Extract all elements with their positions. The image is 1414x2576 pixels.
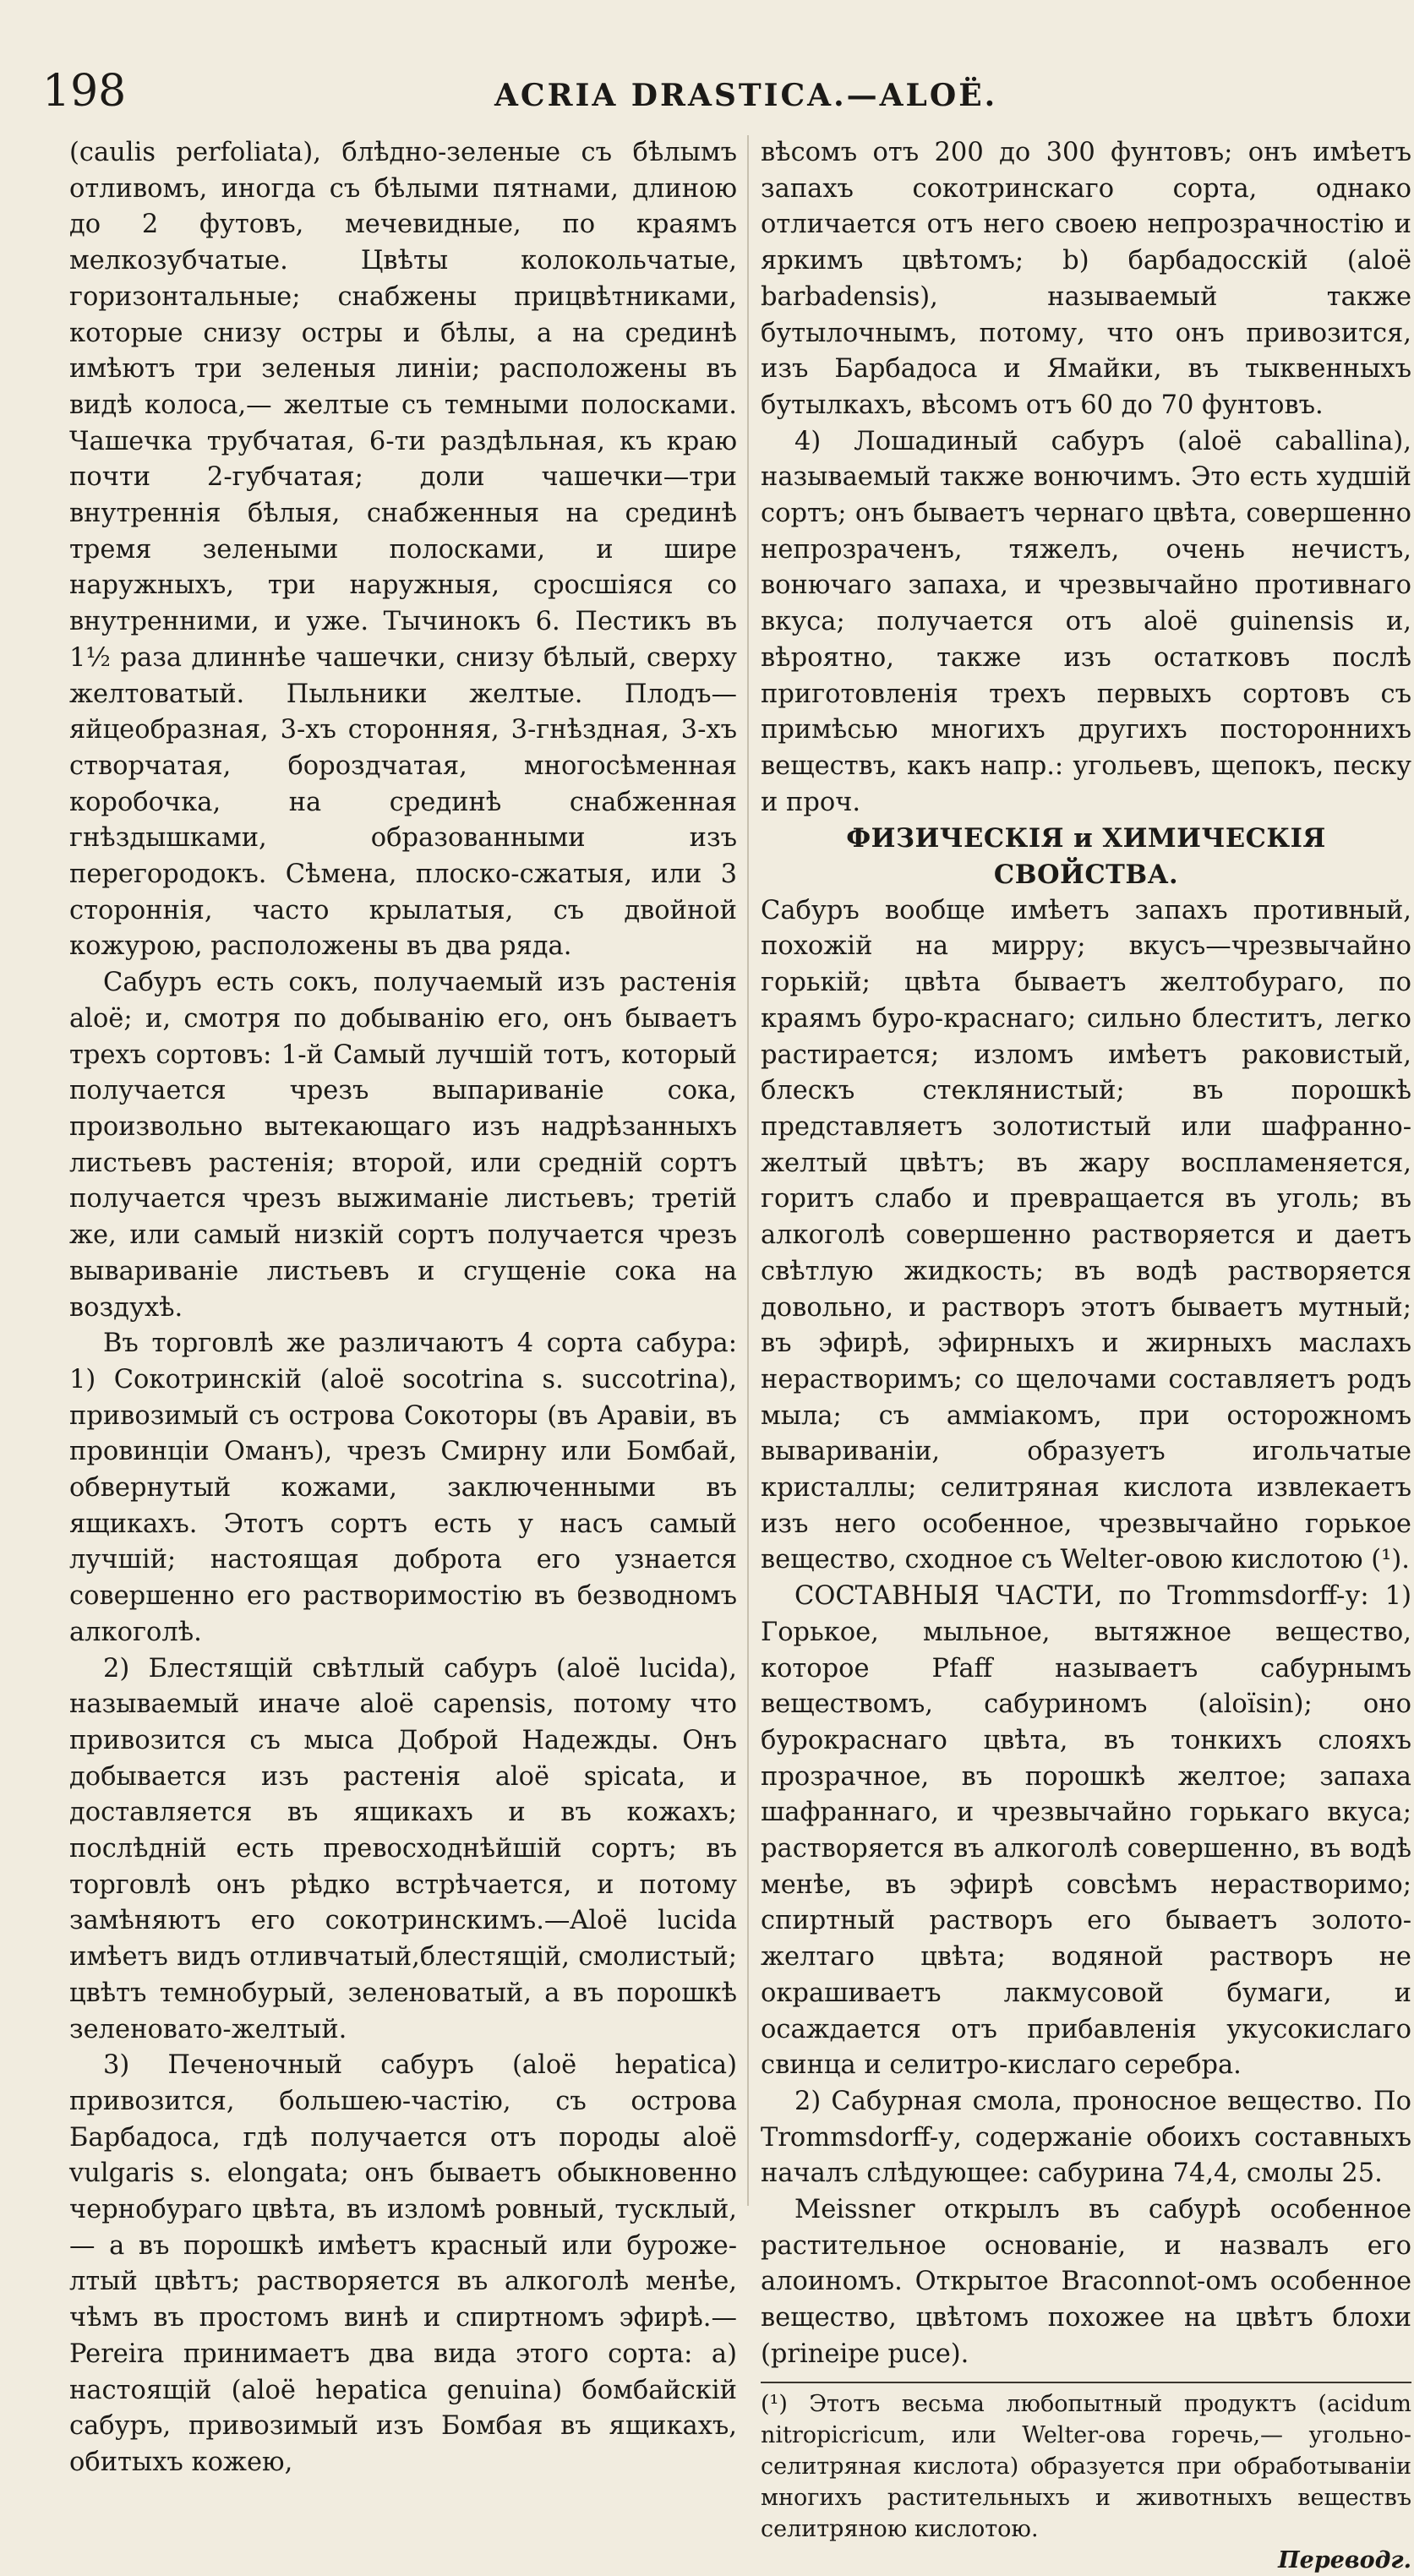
paragraph: 4) Лошадиный сабуръ (aloë caballina), называемый также вонючимъ. Это есть худшій сортъ; онъ бываетъ чернаго цвѣта, совершенно непрозраченъ, тяжелъ, очень нечистъ, вонючаго запаха, и чрезвычайно противнаго вкуса; получается отъ aloë guinensis и, вѣроятно, также изъ остатковъ послѣ приготовленія трехъ первыхъ сортовъ съ примѣсью многихъ другихъ постороннихъ веществъ, какъ напр.: угольевъ, щепокъ, песку и проч. [761, 426, 1411, 817]
footnote-signature: Переводг. [1278, 2546, 1411, 2573]
paragraph: 2) Сабурная смола, проносное вещество. По Trommsdorff-у, содержаніе обоихъ составныхъ началъ слѣдующее: сабурина 74,4, смолы 25. [761, 2086, 1411, 2189]
page-header [42, 66, 1361, 125]
paragraph: Сабуръ вообще имѣетъ запахъ противный, похожій на мирру; вкусъ—чрезвычайно горькій; цвѣта бываетъ желтобураго, по краямъ буро-краснаго; сильно блеститъ, легко растирается; изломъ имѣетъ раковистый, блескъ стеклянистый; въ порошкѣ представляетъ золотистый или шафранно-желтый цвѣтъ; въ жару воспламеняется, горитъ слабо и превращается въ уголь; въ алкоголѣ совершенно растворяется и даетъ свѣтлую жидкость; въ водѣ растворяется довольно, и растворъ этотъ бываетъ мутный; въ эфирѣ, эфирныхъ и жирныхъ маслахъ нерастворимъ; со щелочами составляетъ родъ мыла; съ аммiакомъ, при осторожномъ вывариваніи, образуетъ игольчатые кристаллы; селитряная кислота извлекаетъ изъ него особенное, чрезвычайно горькое вещество, сходное съ Welter-овою кислотою (¹). [761, 895, 1411, 1575]
paragraph: (caulis perfoliata), блѣдно-зеленые съ бѣлымъ отливомъ, иногда съ бѣлыми пятнами, длиною до 2 футовъ, мечевидные, по краямъ мелкозубчатые. Цвѣты колокольчатые, горизонтальные; снабжены прицвѣтниками, которые снизу остры и бѣлы, а на срединѣ имѣютъ три зеленыя линіи; расположены въ видѣ колоса,— желтые съ темными полосками. Чашечка трубчатая, 6-ти раздѣльная, къ краю почти 2-губчатая; доли чашечки—три внутреннія бѣлыя, снабженныя на срединѣ тремя зелеными полосками, и шире наружныхъ, три наружныя, сросшіяся со внутренними, и уже. Тычинокъ 6. Пестикъ въ 1½ раза длиннѣе чашечки, снизу бѣлый, сверху желтоватый. Пыльники желтые. Плодъ—яйцеобразная, 3-хъ сторонняя, 3-гнѣздная, 3-хъ створчатая, бороздчатая, многосѣменная коробочка, на срединѣ снабженная гнѣздышками, образованными изъ перегородокъ. Сѣмена, плоско-сжатыя, или 3 стороннія, часто крылатыя, съ двойной кожурою, расположены въ два ряда. [69, 138, 737, 962]
paragraph: СОСТАВНЫЯ ЧАСТИ, по Trommsdorff-у: 1) Горькое, мыльное, вытяжное вещество, которое Pfaff называетъ сабурнымъ веществомъ, сабуриномъ (aloïsin); оно бурокраснаго цвѣта, въ тонкихъ слояхъ прозрачное, въ порошкѣ желтое; запаха шафраннаго, и чрезвычайно горькаго вкуса; растворяется въ алкоголѣ совершенно, въ водѣ менѣе, въ эфирѣ совсѣмъ нерастворимо; спиртный растворъ его бываетъ золото-желтаго цвѣта; водяной растворъ не окрашиваетъ лакмусовой бумаги, и осаждается отъ прибавленія укусокислаго свинца и селитро-кислаго серебра. [761, 1581, 1411, 2081]
page-number: 198 [42, 66, 127, 117]
column-divider [747, 135, 749, 2206]
footnote-divider [761, 2382, 1411, 2383]
section-heading: ФИЗИЧЕСКІЯ и ХИМИЧЕСКІЯ СВОЙСТВА. [846, 823, 1326, 891]
running-title: ACRIA DRASTICA.—ALOË. [494, 78, 998, 113]
paragraph: 3) Печеночный сабуръ (aloë hepatica) привозится, большею-частію, съ острова Барбадоса, гдѣ получается отъ породы aloë vulgaris s. elongata; онъ бываетъ обыкновенно чернобураго цвѣта, въ изломѣ ровный, тусклый, — а въ порошкѣ имѣетъ красный или бурожелтый цвѣтъ; растворяется въ алкоголѣ менѣе, чѣмъ въ простомъ винѣ и спиртномъ эфирѣ.—Pereira принимаетъ два вида этого сорта: а) настоящій (aloë hepatica genuina) бомбайскій сабуръ, привозимый изъ Бомбая въ ящикахъ, обитыхъ кожею, [69, 2050, 737, 2477]
right-column [761, 135, 1411, 2573]
paragraph: Въ торговлѣ же различаютъ 4 сорта сабура: 1) Сокотринскій (aloë socotrina s. succotrina), привозимый съ острова Сокоторы (въ Аравіи, въ провинціи Оманъ), чрезъ Смирну или Бомбай, обвернутый кожами, заключенными въ ящикахъ. Этотъ сортъ есть у насъ самый лучшій; настоящая доброта его узнается совершенно его растворимостію въ безводномъ алкоголѣ. [69, 1329, 737, 1647]
paragraph: 2) Блестящій свѣтлый сабуръ (aloë lucida), называемый иначе aloë capensis, потому что привозится съ мыса Доброй Надежды. Онъ добывается изъ растенія aloë spicata, и доставляется въ ящикахъ и въ кожахъ; послѣдній есть превосходнѣйшій сортъ; въ торговлѣ онъ рѣдко встрѣчается, и потому замѣняютъ его сокотринскимъ.—Aloë lucida имѣетъ видъ отливчатый,блестящій, смолистый; цвѣтъ темнобурый, зеленоватый, а въ порошкѣ зеленовато-желтый. [69, 1653, 737, 2044]
paragraph: вѣсомъ отъ 200 до 300 фунтовъ; онъ имѣетъ запахъ сокотринскаго сорта, однако отличается отъ него своею непрозрачностію и яркимъ цвѣтомъ; b) барбадосскій (aloë barbadensis), называемый также бутылочнымъ, потому, что онъ привозится, изъ Барбадоса и Ямайки, въ тыквенныхъ бутылкахъ, вѣсомъ отъ 60 до 70 фунтовъ. [761, 138, 1411, 420]
left-column [69, 135, 737, 2477]
footnote: (¹) Этотъ весьма любопытный продуктъ (acidum nitropicricum, или Welter-ова горечь,— угольно-селитряная кислота) образуется при обработываніи многихъ растительныхъ и животныхъ веществъ селитряною кислотою. [761, 2390, 1411, 2542]
paragraph: Meissner открылъ въ сабурѣ особенное растительное основаніе, и назвалъ его алоиномъ. Открытое Braconnot-омъ особенное вещество, цвѣтомъ похожее на цвѣтъ блохи (prineipe puce). [761, 2195, 1411, 2369]
paragraph: Сабуръ есть сокъ, получаемый изъ растенія aloë; и, смотря по добыванію его, онъ бываетъ трехъ сортовъ: 1-й Самый лучшій тотъ, который получается чрезъ выпариваніе сока, произвольно вытекающаго изъ надрѣзанныхъ листьевъ растенія; второй, или средній сортъ получается чрезъ выжиманіе листьевъ; третій же, или самый низкій сортъ получается чрезъ вывариваніе листьевъ и сгущеніе сока на воздухѣ. [69, 968, 737, 1323]
